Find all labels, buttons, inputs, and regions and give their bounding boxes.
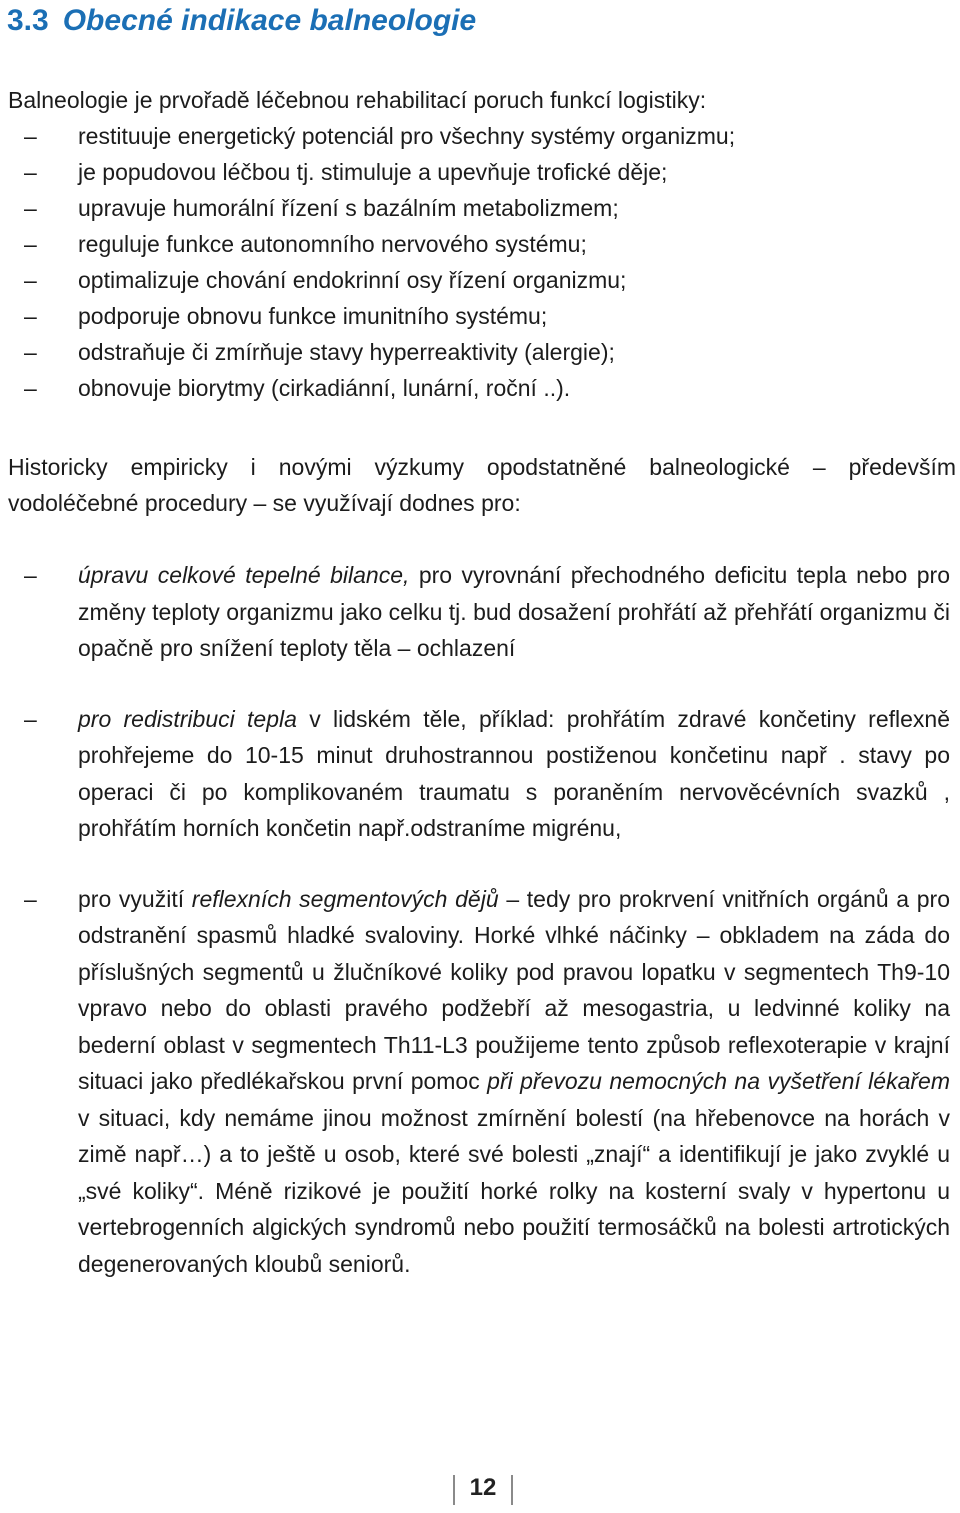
list-item	[0, 370, 950, 406]
item-text: pro využití	[78, 885, 192, 912]
dash-bullet: –	[24, 195, 37, 221]
item-emphasis: reflexních segmentových dějů	[191, 885, 499, 912]
list-item-text: optimalizuje chování endokrinní osy řízení organizmu;	[78, 267, 627, 293]
dash-bullet: –	[24, 339, 37, 365]
effects-list	[0, 118, 960, 406]
page-number-divider-right	[511, 1475, 513, 1505]
list-item	[0, 298, 950, 334]
list-item-text: je popudovou léčbou tj. stimuluje a upevňuje trofické děje;	[78, 159, 668, 185]
list-item-text: restituuje energetický potenciál pro všechny systémy organizmu;	[78, 123, 736, 149]
list-item-text: podporuje obnovu funkce imunitního systému;	[78, 303, 548, 329]
dash-bullet: –	[24, 375, 37, 401]
intro-paragraph: Balneologie je prvořadě léčebnou rehabilitací poruch funkcí logistiky:	[8, 87, 707, 113]
list-item-heat-balance	[0, 557, 950, 667]
section-number: 3.3	[7, 4, 49, 37]
list-item	[0, 226, 950, 262]
dash-bullet: –	[24, 885, 37, 912]
item-emphasis: pro redistribuci tepla	[78, 705, 297, 732]
dash-bullet: –	[24, 159, 37, 185]
dash-bullet: –	[24, 303, 37, 329]
dash-bullet: –	[24, 123, 37, 149]
list-item-text: reguluje funkce autonomního nervového systému;	[78, 231, 587, 257]
dash-bullet: –	[24, 562, 37, 588]
list-item	[0, 190, 950, 226]
page-number: 12	[469, 1474, 497, 1501]
item-text: v situaci, kdy nemáme jinou možnost zmírnění bolestí (na hřebenovce na horách v zimě např…) a to ještě u osob, které své bolesti „znají“ a identifikují je jako zvyklé u „své koliky“. Méně rizikové je použití horké rolky na kosterní svaly v hypertonu u vertebrogenních algických syndromů nebo použití termosáčků na bolesti artrotických degenerovaných kloubů seniorů.	[78, 1104, 950, 1277]
item-text: v lidském těle, příklad: prohřátím zdravé končetiny reflexně prohřejeme do 10-15 minut druhostrannou postiženou končetinu např . stavy po operaci či po komplikovaném traumatu s poraněním nervověcévních svazků , prohřátím horních končetin např.odstraníme migrénu,	[78, 705, 950, 841]
section-title: Obecné indikace balneologie	[62, 4, 477, 37]
dash-bullet: –	[24, 267, 37, 293]
uses-list	[0, 557, 960, 1282]
list-item	[0, 262, 950, 298]
item-text: – tedy pro prokrvení vnitřních orgánů a pro odstranění spasmů hladké svaloviny. Horké vlhké náčinky – obkladem na záda do příslušných segmentů u žlučníkové koliky pod pravou lopatku v segmentech Th9-10 vpravo nebo do oblasti pravého podžebří až mesogastria, u ledvinné koliky na bederní oblast v segmentech Th11-L3 použijeme tento způsob reflexoterapie v krajní situaci jako předlékařskou první pomoc	[78, 885, 950, 1094]
page-number-divider-left	[453, 1475, 455, 1505]
item-emphasis: při převozu nemocných na vyšetření lékařem	[487, 1068, 950, 1094]
list-item-text: obnovuje biorytmy (cirkadiánní, lunární, roční ..).	[78, 375, 571, 401]
dash-bullet: –	[24, 705, 37, 732]
list-item	[0, 334, 950, 370]
list-item	[0, 118, 950, 154]
list-item-reflex-segments	[0, 881, 950, 1283]
page-footer	[0, 1472, 960, 1512]
list-item-text: upravuje humorální řízení s bazálním metabolizmem;	[78, 195, 619, 221]
list-item	[0, 154, 950, 190]
historical-paragraph: Historicky empiricky i novými výzkumy opodstatněné balneologické – především vodoléčebné procedury – se využívají dodnes pro:	[8, 454, 956, 516]
list-item-text: odstraňuje či zmírňuje stavy hyperreaktivity (alergie);	[78, 339, 615, 365]
dash-bullet: –	[24, 231, 37, 257]
item-text: pro vyrovnání přechodného deficitu tepla nebo pro změny teploty organizmu jako celku tj. bud dosažení prohřátí až přehřátí organizmu či opačně pro snížení teploty těla – ochlazení	[78, 562, 950, 661]
item-emphasis: úpravu celkové tepelné bilance,	[78, 562, 410, 588]
list-item-heat-redistribution	[0, 701, 950, 847]
section-heading	[7, 2, 476, 40]
